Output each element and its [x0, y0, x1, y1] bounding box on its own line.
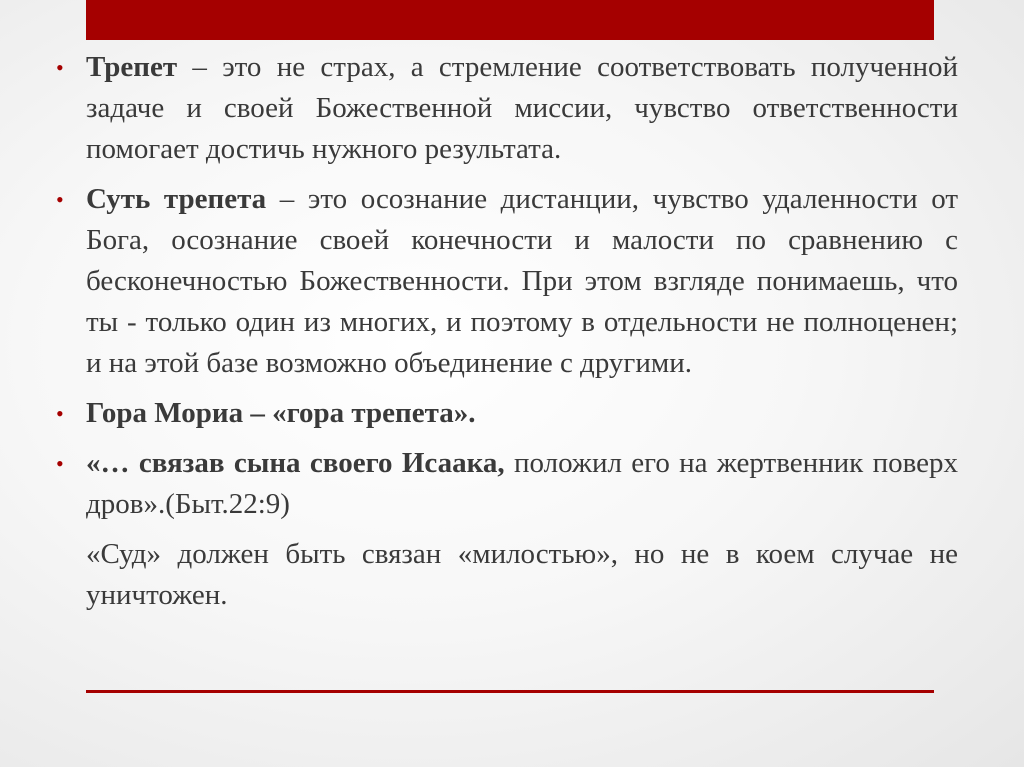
bullet-item-sut-trepeta [56, 179, 958, 384]
bullet-item-quote [56, 443, 958, 525]
top-accent-bar [86, 0, 934, 40]
bullet-marker: • [56, 451, 64, 476]
bullet-item-trepet [56, 47, 958, 170]
bullet-item-gora-moria [56, 393, 958, 434]
quote-bold: «… связав сына своего Исаака, [86, 447, 505, 479]
definition-sut-trepeta: – это осознание дистанции, чувство удаленности от Бога, осознание своей конечности и малости по сравнению с бесконечностью Божественности. При этом взгляде понимаешь, что ты - только один из многих, и поэтому в отдельности не полноценен; и на этой базе возможно объединение с другими. [86, 183, 958, 379]
quote-rest: положил его на жертвенник поверх дров».(Быт.22:9) [86, 447, 958, 520]
bullet-marker: • [56, 401, 64, 426]
note-paragraph: «Суд» должен быть связан «милостью», но не в коем случае не уничтожен. [86, 538, 958, 611]
term-trepet: Трепет [86, 51, 178, 83]
bottom-accent-rule [86, 690, 934, 693]
bullet-marker: • [56, 187, 64, 212]
term-gora-moria: Гора Мориа – «гора трепета». [86, 397, 476, 429]
term-sut-trepeta: Суть трепета [86, 183, 267, 215]
definition-trepet: – это не страх, а стремление соответствовать полученной задаче и своей Божественной миссии, чувство ответственности помогает достичь нужного результата. [86, 51, 958, 165]
bullet-marker: • [56, 55, 64, 80]
slide-content [56, 47, 958, 625]
